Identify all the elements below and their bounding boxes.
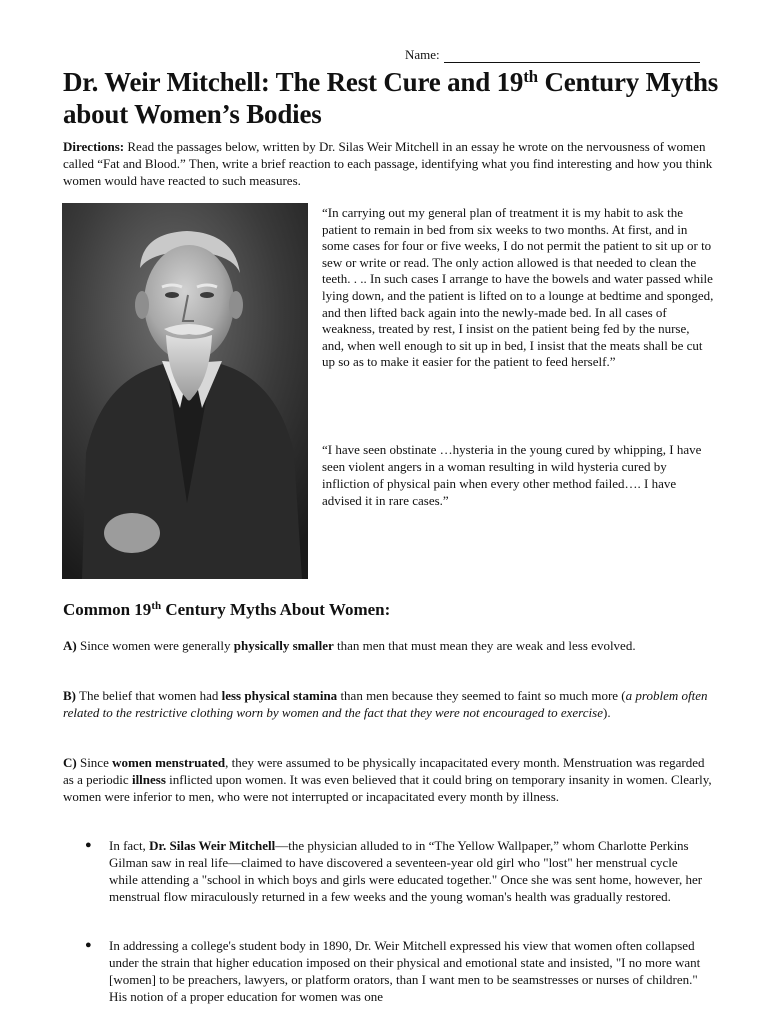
myth-c-paragraph	[63, 754, 713, 805]
portrait-illustration	[62, 203, 308, 579]
myth-b-paragraph	[63, 687, 713, 721]
directions-label: Directions:	[63, 139, 125, 154]
bullet-1-text-2: —the physician alluded to in “The Yellow Wallpaper,” whom Charlotte Perkins Gilman saw in real life—claimed to have discovered a seventeen-year old girl who "lost" her menstrual cycle while attending a "school in which boys and girls were educated together." Once she was sent home, however, her menstrual flow miraculously returned in a few weeks and the young woman's health was gradually restored.	[109, 838, 703, 904]
bullet-text	[109, 837, 709, 905]
myth-a-bold-1: physically smaller	[233, 638, 334, 653]
myths-heading	[63, 599, 390, 621]
bullet-dot-icon: ●	[85, 839, 92, 851]
myth-b-text-3: ).	[602, 705, 611, 720]
name-field-row	[405, 47, 700, 63]
bullet-text: In addressing a college's student body in 1890, Dr. Weir Mitchell expressed his view that women often collapsed under the strain that higher education imposed on their physical and emotional state and insisted, "I no more want [women] to be preachers, lawyers, or platform orators, than I want men to be seamstresses or nurses of children." His notion of a proper education for women was one	[109, 938, 701, 1004]
page-title	[63, 66, 723, 130]
myth-c-text-2: , they were assumed to be physically incapacitated every month. Menstruation was regarded as a periodic	[63, 755, 705, 787]
name-label: Name:	[405, 47, 440, 62]
myth-a-text-2: than men that must mean they are weak and less evolved.	[333, 638, 636, 653]
title-superscript: th	[523, 67, 538, 86]
myth-c-label: C)	[63, 755, 77, 770]
title-part-1: Dr. Weir Mitchell: The Rest Cure and 19	[63, 67, 524, 97]
myth-c-text-1: Since	[76, 755, 113, 770]
myths-heading-part-2: Century Myths About Women:	[161, 600, 391, 619]
myth-b-bold-1: less physical stamina	[221, 688, 338, 703]
myth-a-paragraph	[63, 637, 713, 654]
myth-a-text-1: Since women were generally	[76, 638, 234, 653]
title-part-2: Century Myths about Women’s Bodies	[63, 67, 719, 129]
bullet-1-bold: Dr. Silas Weir Mitchell	[149, 838, 276, 853]
bullet-1-text-1: In fact,	[109, 838, 150, 853]
quote-hysteria: “I have seen obstinate …hysteria in the young cured by whipping, I have seen violent angers in a woman resulting in wild hysteria cured by infliction of physical pain when every other method failed…. I have advised it in rare cases.”	[322, 442, 702, 508]
quote-rest-cure: “In carrying out my general plan of treatment it is my habit to ask the patient to remain in bed from six weeks to two months. At first, and in some cases for four or five weeks, I do not permit the patient to sit up or to sew or write or read. The only action allowed is that needed to clean the teeth. . .. In such cases I arrange to have the bowels and water passed while lying down, and the patient is lifted on to a lounge at bedtime and sponged, and then lifted back again into the newly-made bed. In all cases of weakness, treated by rest, I insist on the patient being fed by the nurse, and, when well enough to sit up in bed, I insist that the meats shall be cut up so as to make it easier for the patient to feed herself.”	[322, 205, 714, 370]
name-blank-line[interactable]	[444, 48, 700, 63]
myth-b-italic: a problem often related to the restrictive clothing worn by women and the fact that they were not encouraged to exercise	[63, 688, 708, 720]
myth-c-text-3: inflicted upon women. It was even believed that it could bring on temporary insanity in women. Clearly, women were inferior to men, who were not interrupted or incapacitated every month by illness.	[63, 772, 712, 804]
myth-a-label: A)	[63, 638, 77, 653]
directions-text: Read the passages below, written by Dr. Silas Weir Mitchell in an essay he wrote on the nervousness of women called “Fat and Blood.” Then, write a brief reaction to each passage, identifying what you find interesting and how you think women would have reacted to such measures.	[63, 139, 713, 188]
myths-heading-part-1: Common 19	[63, 600, 152, 619]
portrait-photo	[62, 203, 308, 579]
myth-c-bold-1: women menstruated	[112, 755, 226, 770]
myth-b-text-2: than men because they seemed to faint so much more (	[337, 688, 626, 703]
myths-heading-superscript: th	[151, 600, 162, 612]
myth-b-text-1: The belief that women had	[76, 688, 222, 703]
bullet-dot-icon: ●	[85, 939, 92, 951]
myth-b-label: B)	[63, 688, 76, 703]
directions-paragraph	[63, 138, 713, 189]
myth-c-bold-2: illness	[131, 772, 166, 787]
